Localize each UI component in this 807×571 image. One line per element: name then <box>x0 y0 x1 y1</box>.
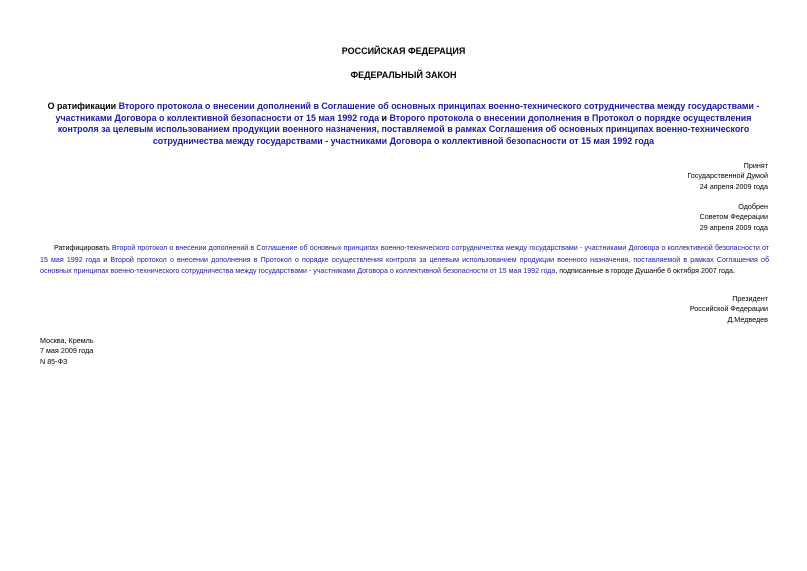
body-prefix: Ратифицировать <box>54 244 112 252</box>
footer-number: N 85-ФЗ <box>40 356 68 366</box>
approved-block <box>700 202 768 233</box>
adopted-date: 24 апреля 2009 года <box>699 181 768 191</box>
title-connector: и <box>379 112 390 123</box>
law-title <box>40 101 767 147</box>
footer-place: Москва, Кремль <box>40 336 94 345</box>
body-link-protocol-2[interactable]: Второй протокол о внесении дополнения в Протокол о порядке осуществления контроля за целевым использованием продукции военного назначения, поставляемой в рамках Соглашения об основных принципах военно-технического сотрудничества между государствами - участниками Договора о коллективной безопасности от 15 мая 1992 года <box>40 255 770 276</box>
law-body-paragraph <box>40 243 769 278</box>
heading-country: РОССИЙСКАЯ ФЕДЕРАЦИЯ <box>341 46 466 56</box>
adopted-block <box>687 161 768 192</box>
title-prefix: О ратификации <box>47 101 119 111</box>
adopted-line-1: Принят <box>743 161 768 170</box>
approved-line-1: Одобрен <box>738 202 768 211</box>
signature-country: Российской Федерации <box>689 304 768 314</box>
footer-date: 7 мая 2009 года <box>40 346 94 356</box>
body-connector: и <box>100 255 111 264</box>
signature-block <box>690 294 768 325</box>
footer-block <box>40 336 94 367</box>
approved-date: 29 апреля 2009 года <box>699 222 768 232</box>
signature-title: Президент <box>732 294 768 303</box>
signature-name: Д.Медведев <box>727 314 768 324</box>
approved-line-2: Советом Федерации <box>699 212 768 222</box>
title-link-protocol-2[interactable]: Второго протокола о внесении дополнения в Протокол о порядке осуществления контроля за целевым использованием продукции военного назначения, поставляемой в рамках Соглашения об основных принципах военно-технического сотрудничества между государствами - участниками Договора о коллективной безопасности от 15 мая 1992 года <box>57 112 752 146</box>
heading-law-type: ФЕДЕРАЛЬНЫЙ ЗАКОН <box>350 70 457 80</box>
body-suffix: , подписанные в городе Душанбе 6 октября 2007 года. <box>555 267 735 276</box>
body-link-protocol-1[interactable]: Второй протокол о внесении дополнений в Соглашение об основных принципах военно-технического сотрудничества между государствами - участниками Договора о коллективной безопасности от 15 мая 1992 года <box>40 244 769 264</box>
adopted-line-2: Государственной Думой <box>687 171 768 181</box>
title-link-protocol-1[interactable]: Второго протокола о внесении дополнений в Соглашение об основных принципах военно-технического сотрудничества между государствами - участниками Договора о коллективной безопасности от 15 мая 1992 года <box>55 101 760 123</box>
